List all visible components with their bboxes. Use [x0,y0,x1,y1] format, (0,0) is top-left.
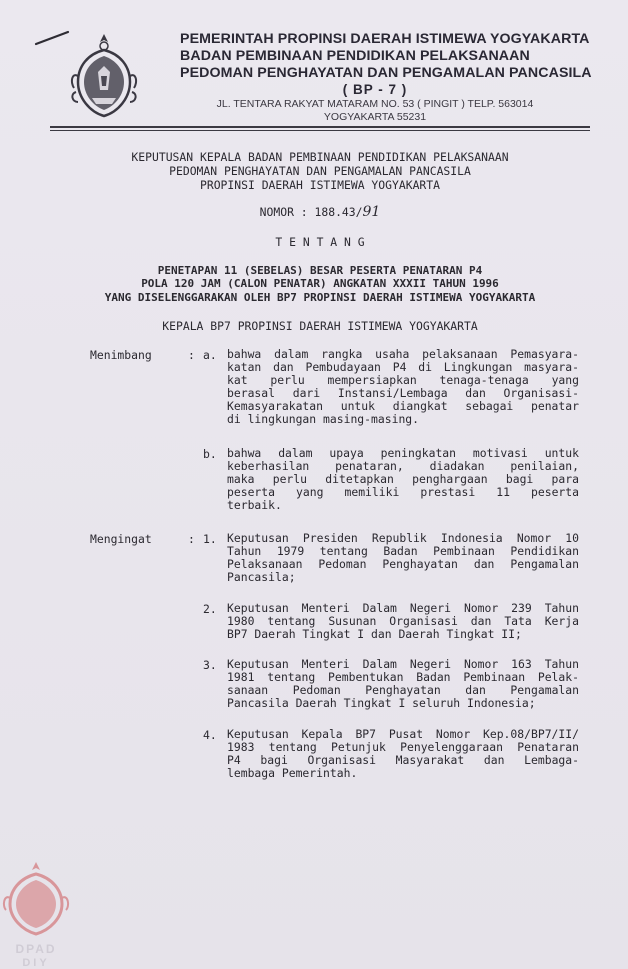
text-line: di lingkungan masing-masing. [227,412,420,427]
menimbang-marker-b: b. [203,447,217,461]
text-line: Pancasila; [227,570,296,585]
text-line: terbaik. [227,498,282,513]
text-line: Keputusan Presiden Republik Indonesia Nomor 10 [227,531,579,545]
text-line: kat perlu mempersiapkan tenaga-tenaga yang [227,373,579,388]
decree-title-2: PEDOMAN PENGHAYATAN DAN PENGAMALAN PANCASILA [169,164,471,178]
mengingat-item-4 [227,728,579,780]
text-line: Tahun 1979 tentang Badan Pembinaan Pendidikan [227,544,579,559]
menimbang-marker-a: a. [203,348,217,362]
text-line: P4 bagi Organisasi Masyarakat dan Lembaga- [227,753,579,768]
decree-number-label: NOMOR : 188.43/ [259,205,363,219]
letterhead-address-2: YOGYAKARTA 55231 [323,111,427,123]
text-line: keberhasilan penataran, diadakan penilaian, [227,459,579,474]
dpad-watermark-logo [2,858,70,968]
text-line: sanaan Pedoman Penghayatan dan Pengamalan [227,683,579,698]
text-line: 1981 tentang Pembentukan Badan Pembinaan Pelak- [227,670,579,685]
text-line: 1983 tentang Petunjuk Penyelenggaraan Penataran [227,740,579,755]
mengingat-marker-1: 1. [203,532,217,546]
text-line: Keputusan Kepala BP7 Pusat Nomor Kep.08/BP7/II/ [227,727,579,741]
letterhead-line-2: BADAN PEMBINAAN PENDIDIKAN PELAKSANAAN [180,48,530,64]
svg-text:DIY: DIY [22,957,50,968]
text-line: bahwa dalam rangka usaha pelaksanaan Pemasyara- [227,347,579,361]
letterhead-address-1: JL. TENTARA RAKYAT MATARAM NO. 53 ( PINGIT ) TELP. 563014 [216,98,534,110]
decree-authority: KEPALA BP7 PROPINSI DAERAH ISTIMEWA YOGYAKARTA [162,319,478,333]
decree-subject-2: POLA 120 JAM (CALON PENATAR) ANGKATAN XXXII TAHUN 1996 [141,277,499,290]
text-line: Keputusan Menteri Dalam Negeri Nomor 239 Tahun [227,601,579,615]
text-line: peserta yang memiliki prestasi 11 peserta [227,485,579,500]
menimbang-item-a [227,348,579,427]
mengingat-item-1 [227,532,579,584]
text-line: berasal dari Instansi/Lembaga dan Organisasi- [227,386,579,401]
decree-title-3: PROPINSI DAERAH ISTIMEWA YOGYAKARTA [199,178,441,192]
text-line: Kemasyarakatan untuk diangkat sebagai penatar [227,399,579,414]
text-line: Keputusan Menteri Dalam Negeri Nomor 163 Tahun [227,657,579,671]
mengingat-colon: : [188,532,195,546]
menimbang-item-b [227,447,579,512]
mengingat-label: Mengingat [90,532,152,546]
decree-subject-1: PENETAPAN 11 (SEBELAS) BESAR PESERTA PENATARAN P4 [157,264,483,277]
letterhead-line-4: ( BP - 7 ) [342,82,408,97]
text-line: maka perlu ditetapkan penghargaan bagi para [227,472,579,487]
letterhead-rule-thin [50,130,590,131]
decree-subject-3: YANG DISELENGGARAKAN OLEH BP7 PROPINSI DAERAH ISTIMEWA YOGYAKARTA [104,291,536,304]
decree-tentang: T E N T A N G [275,235,365,249]
mengingat-marker-4: 4. [203,728,217,742]
yogyakarta-crest-icon [68,32,140,120]
mengingat-marker-2: 2. [203,602,217,616]
text-line: BP7 Daerah Tingkat I dan Daerah Tingkat II; [227,627,522,642]
decree-number-handwritten: 91 [362,204,381,220]
mengingat-item-2 [227,602,579,641]
text-line: bahwa dalam upaya peningkatan motivasi untuk [227,446,579,460]
text-line: katan dan Pembudayaan P4 di Lingkungan masyara- [227,360,579,375]
text-line: Pancasila Daerah Tingkat I seluruh Indonesia; [227,696,536,711]
text-line: Pelaksanaan Pedoman Penghayatan dan Pengamalan [227,557,579,572]
text-line: lembaga Pemerintah. [227,766,358,781]
svg-text:DPAD: DPAD [15,942,57,956]
letterhead-line-3: PEDOMAN PENGHAYATAN DAN PENGAMALAN PANCASILA [180,65,592,81]
decree-number [60,204,580,220]
letterhead-rule-thick [50,126,590,128]
pen-mark-icon [34,30,70,46]
mengingat-marker-3: 3. [203,658,217,672]
text-line: 1980 tentang Susunan Organisasi dan Tata Kerja [227,614,579,629]
menimbang-colon: : [188,348,195,362]
mengingat-item-3 [227,658,579,710]
decree-title-1: KEPUTUSAN KEPALA BADAN PEMBINAAN PENDIDIKAN PELAKSANAAN [131,150,509,164]
letterhead-line-1: PEMERINTAH PROPINSI DAERAH ISTIMEWA YOGYAKARTA [180,31,590,47]
menimbang-label: Menimbang [90,348,152,362]
